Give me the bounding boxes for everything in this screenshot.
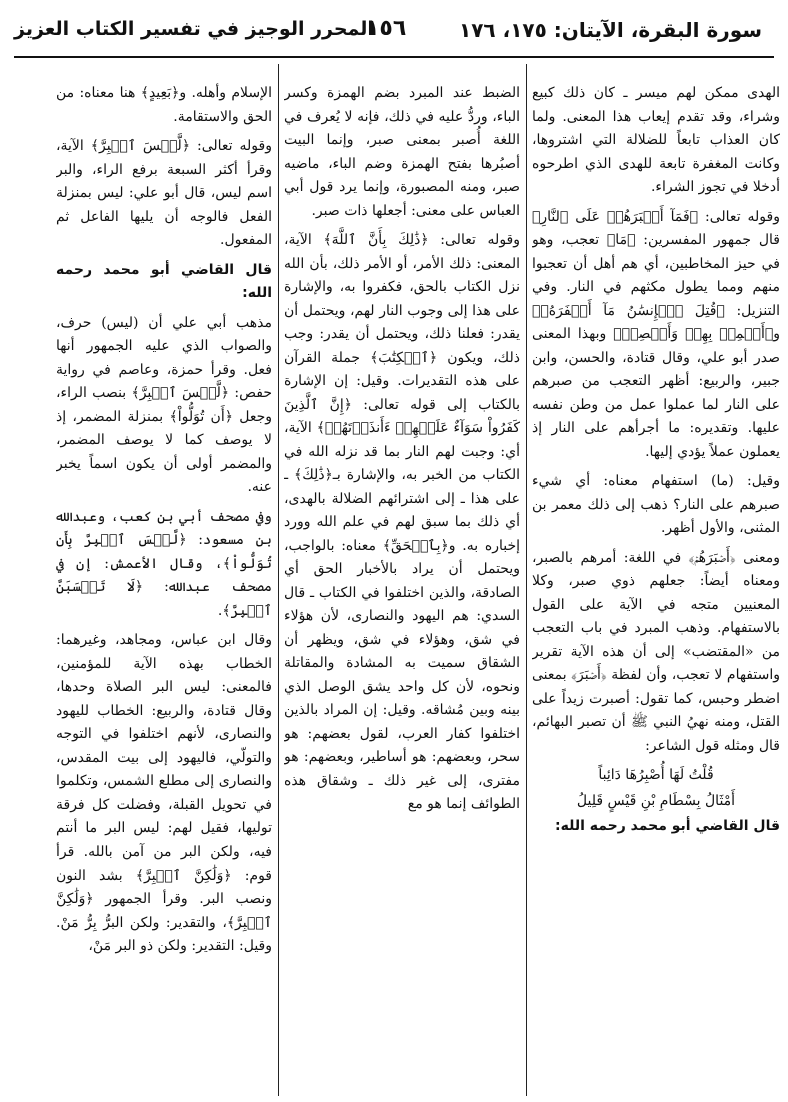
- paragraph: الضبط عند المبرد بضم الهمزة وكسر الباء، وردُّ عليه في ذلك، فإنه لا يُعرف في اللغة أُصبر بمعنى صبر، وإنما البيت أصبُرها بفتح الهمزة وضم الباء، ماضيه صبر، ومنه المصبورة، وإنما يرد قول أبي العباس على معنى: أجعلها ذات صبر.: [284, 85, 520, 219]
- paragraph: مذهب أبي علي أن (ليس) حرف، والصواب الذي عليه الجمهور أنها فعل. وقرأ حمزة، وعاصم في رواية حفص: ﴿لَّيۡسَ ٱلۡبِرَّ﴾ بنصب الراء، وجعل ﴿أَن تُوَلُّواْ﴾ بمنزلة المضمر، إذ لا يوصف كما لا يوصف المضمر، والمضمر أولى أن يكون اسماً يخبر عنه.: [56, 314, 272, 496]
- book-title: المحرر الوجيز في تفسير الكتاب العزيز: [14, 18, 374, 40]
- column-divider-right: [526, 64, 527, 1096]
- surah-title: سورة البقرة، الآيتان: ١٧٥، ١٧٦: [459, 18, 762, 42]
- text-column-middle: [284, 82, 520, 1094]
- paragraph: ومعنى ﴿أَصۡبَرَهُمۡ﴾ في اللغة: أمرهم بالصبر، ومعناه أيضاً: جعلهم ذوي صبر، وكلا المعنيين متجه في الآية على القول بالاستفهام. وذهب المبرد في باب التعجب من «المقتضب» إلى أن هذه الآية تقرير واستفهام لا تعجب، وأن لفظة ﴿أَصۡبَرَ﴾ بمعنى اضطر وحبس، كما تقول: أصبرت زيداً على القتل، ومنه نهيُ النبي ﷺ أن تصبر البهائم، قال ومثله قول الشاعر:: [532, 549, 780, 754]
- paragraph: وقيل: (ما) استفهام معناه: أي شيء صبرهم على النار؟ ذهب إلى ذلك معمر بن المثنى، والأول أظهر.: [532, 473, 780, 537]
- header-divider: [14, 56, 774, 58]
- author-label: قال القاضي أبو محمد رحمه الله:: [555, 818, 780, 835]
- column-divider-left: [278, 64, 279, 1096]
- paragraph: وفي مصحف أبي بن كعب، وعبدالله بن مسعود: ﴿لَّيۡسَ ٱلۡبِرَّ بِأَن تُوَلُّواْ﴾، وقال الأعمش: إن في مصحف عبدالله: ﴿لَا تَحۡسَبَنَّ ٱلۡبِرَّ﴾.: [56, 508, 272, 619]
- poetry-verse: أَمْثَالُ بِسْطَامِ بْنِ قَيْسٍ قَلِيلُ: [576, 792, 736, 809]
- page-number: ١٥٦: [366, 16, 407, 41]
- paragraph: الهدى ممكن لهم ميسر ـ كان ذلك كبيع وشراء، وقد تقدم إيعاب هذا المعنى. ولما كان العذاب تابعاً للضلالة التي اشتروها، وكانت المغفرة تابعة للهدى الذي اطرحوه أدخلا في تجوز الشراء.: [532, 85, 780, 196]
- paragraph: الإسلام وأهله. و﴿بَعِيدٍ﴾ هنا معناه: من الحق والاستقامة.: [56, 85, 272, 125]
- poetry-verse: قُلْتُ لَهَا أُصْبِرُهَا دَائِباً: [598, 767, 714, 784]
- paragraph: وقوله تعالى: ﴿فَمَآ أَصۡبَرَهُمۡ عَلَى ٱلنَّارِ﴾ قال جمهور المفسرين: ﴿مَا﴾ تعجب، وهو في حيز المخاطبين، أي هم أهل أن تعجبوا منهم ومما يطول مكثهم في النار. وفي التنزيل: ﴿قُتِلَ ٱلۡإِنسَٰنُ مَآ أَكۡفَرَهُۥ﴾ و﴿أَسۡمِعۡ بِهِمۡ وَأَبۡصِرۡ﴾ وبهذا المعنى صدر أبو علي، وقال قتادة، والحسن، وابن جبير، والربيع: أظهر التعجب من صبرهم على النار لما عملوا عمل من وطن نفسه عليها. وتقديره: ما أجرأهم على النار إذ يعملون عملاً يؤدي إليها.: [532, 208, 780, 460]
- text-column-right: [532, 82, 780, 1094]
- paragraph: وقال ابن عباس، ومجاهد، وغيرهما: الخطاب بهذه الآية للمؤمنين، فالمعنى: ليس البر الصلاة وحدها، وقال قتادة، والربيع: الخطاب لليهود والنصارى، لأنهم اختلفوا في التوجه والتولّي، فاليهود إلى بيت المقدس، والنصارى إلى مطلع الشمس، وتكلموا في تحويل القبلة، وفضلت كل فرقة توليها، فقيل لهم: ليس البر ما أنتم فيه، ولكن البر من آمن بالله. قرأ قوم: ﴿وَلَٰكِنَّ ٱلۡبِرَّ﴾ بشد النون ونصب البر. وقرأ الجمهور ﴿وَلَٰكِنَّ ٱلۡبِرَّ﴾، والتقدير: ولكن البرُّ بِرُّ مَنْ. وقيل: التقدير: ولكن ذو البر مَنْ،: [56, 632, 272, 955]
- page-header: [14, 10, 774, 50]
- text-column-left: [56, 82, 272, 1094]
- paragraph: وقوله تعالى: ﴿لَّيۡسَ ٱلۡبِرَّ﴾ الآية، وقرأ أكثر السبعة برفع الراء، والبر اسم ليس، قال أبو علي: ليس بمنزلة الفعل فالوجه أن يليها الفاعل ثم المفعول.: [56, 138, 272, 249]
- author-label: قال القاضي أبو محمد رحمه الله:: [56, 261, 272, 302]
- paragraph: وقوله تعالى: ﴿ذَٰلِكَ بِأَنَّ ٱللَّهَ﴾ الآية، المعنى: ذلك الأمر، أو الأمر ذلك، بأن الله نزل الكتاب بالحق، فكفروا به، والإشارة على هذا إلى وجوب النار لهم، ويحتمل أن يقدر: فعلنا ذلك، ويحتمل أن يقدر: وجب ذلك، ويكون ﴿ٱلۡكِتَٰبَ﴾ جملة القرآن على هذه التقديرات. وقيل: إن الإشارة بالكتاب إلى قوله تعالى: ﴿إِنَّ ٱلَّذِينَ كَفَرُواْ سَوَآءٌ عَلَيۡهِمۡ ءَأَنذَرۡتَهُمۡ﴾ الآية، أي: وجبت لهم النار بما قد نزله الله في الكتاب من الخبر به، والإشارة بـ﴿ذَٰلِكَ﴾ ـ على هذا ـ إلى اشترائهم الضلالة بالهدى، أي ذلك بما سبق لهم في علم الله وورد إخباره به. و﴿بِٱلۡحَقِّ﴾ معناه: بالواجب، ويحتمل أن يراد بالأخبار الحق أي الصادقة، والذين اختلفوا في الكتاب ـ قال السدي: هم اليهود والنصارى، لأن هؤلاء في شق، وهؤلاء في شق، ويظهر أن الشقاق سميت به المشادة والمقاتلة ونحوه، لأن كل واحد يشق الوصل الذي بينه وبين مُشاقه. وقيل: إن المراد بالذين اختلفوا كفار العرب، لقول بعضهم: هو سحر، وبعضهم: هو أساطير، وبعضهم: هو مفترى، إلى غير ذلك ـ وشقاق هذه الطوائف إنما هو مع: [284, 232, 520, 813]
